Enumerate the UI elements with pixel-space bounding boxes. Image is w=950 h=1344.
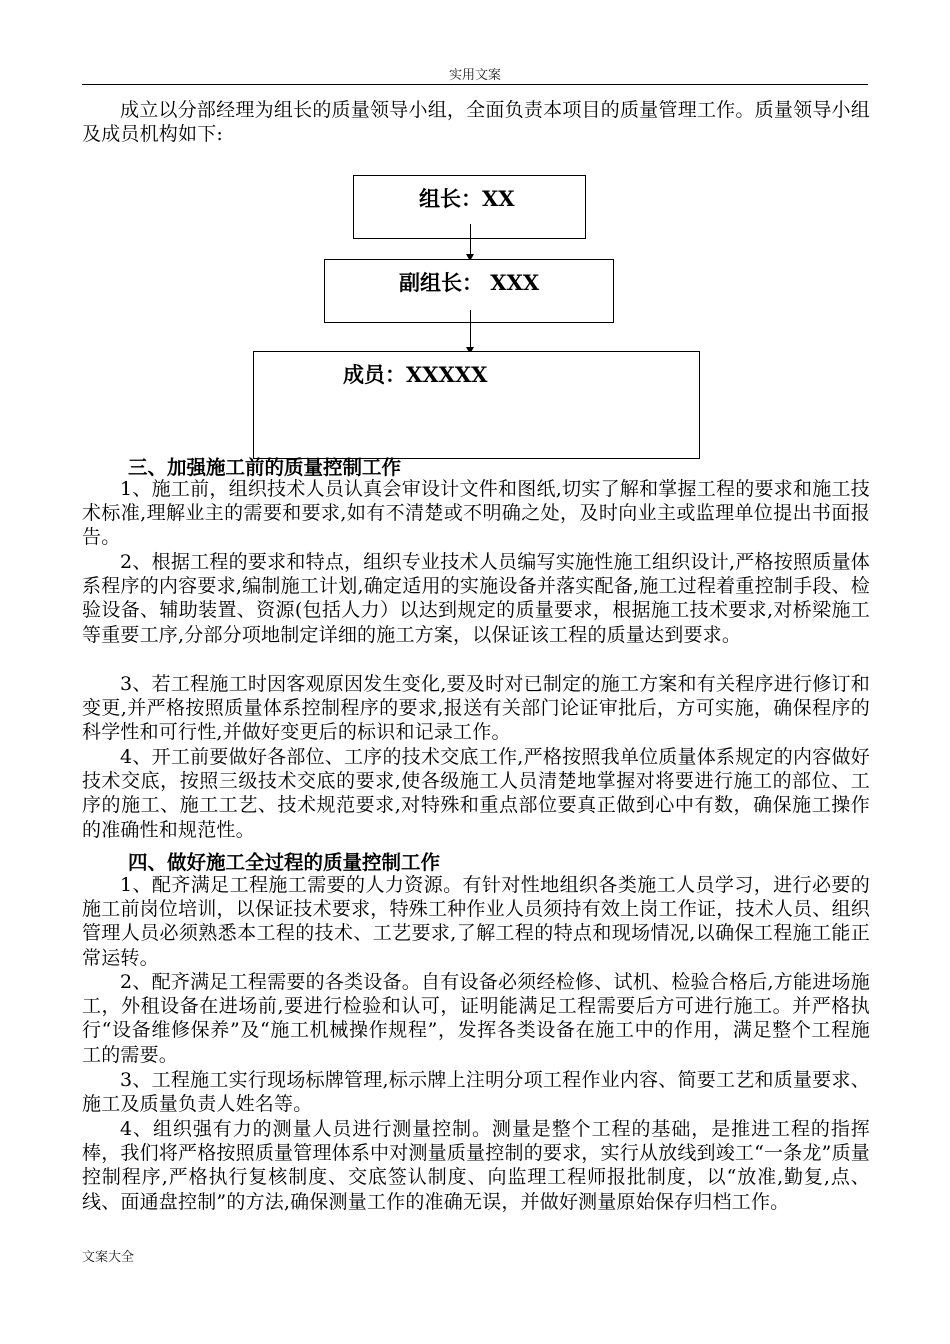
org-leader-label: 组长：XX (419, 186, 515, 211)
page-header-title: 实用文案 (448, 68, 501, 83)
section3-paragraph-3: 3、若工程施工时因客观原因发生变化,要及时对已制定的施工方案和有关程序进行修订和变更,并严格按照质量体系控制程序的要求,报送有关部门论证审批后，方可实施，确保程序的科学性和可行性,并做好变更后的标识和记录工作。 (82, 673, 870, 744)
section4-paragraph-2: 2、配齐满足工程需要的各类设备。自有设备必须经检修、试机、检验合格后,方能进场施工，外租设备在进场前,要进行检验和认可，证明能满足工程需要后方可进行施工。并严格执行“设备维修保养”及“施工机械操作规程”，发挥各类设备在施工中的作用，满足整个工程施工的需要。 (82, 971, 870, 1066)
section4-heading: 四、做好施工全过程的质量控制工作 (128, 851, 441, 874)
section3-paragraph-2: 2、根据工程的要求和特点，组织专业技术人员编写实施性施工组织设计,严格按照质量体系程序的内容要求,编制施工计划,确定适用的实施设备并落实配备,施工过程着重控制手段、检验设备、辅助装置、资源(包括人力）以达到规定的质量要求，根据施工技术要求,对桥梁施工等重要工序,分部分项地制定详细的施工方案，以保证该工程的质量达到要求。 (82, 551, 870, 646)
section4-paragraph-1: 1、配齐满足工程施工需要的人力资源。有针对性地组织各类施工人员学习，进行必要的施工前岗位培训，以保证技术要求，特殊工种作业人员须持有效上岗工作证，技术人员、组织管理人员必须熟悉本工程的技术、工艺要求,了解工程的特点和现场情况,以确保工程施工能正常运转。 (82, 874, 870, 969)
section3-heading: 三、加强施工前的质量控制工作 (128, 456, 402, 479)
section3-paragraph-4: 4、开工前要做好各部位、工序的技术交底工作,严格按照我单位质量体系规定的内容做好技术交底，按照三级技术交底的要求,使各级施工人员清楚地掌握对将要进行施工的部位、工序的施工、施工工艺、技术规范要求,对特殊和重点部位要真正做到心中有数，确保施工操作的准确性和规范性。 (82, 746, 870, 841)
section4-paragraph-3: 3、工程施工实行现场标牌管理,标示牌上注明分项工程作业内容、简要工艺和质量要求、施工及质量负责人姓名等。 (82, 1069, 870, 1116)
org-arrow-line-2 (470, 310, 471, 347)
section3-paragraph-1: 1、施工前，组织技术人员认真会审设计文件和图纸,切实了解和掌握工程的要求和施工技术标准,理解业主的需要和要求,如有不清楚或不明确之处，及时向业主或监理单位提出书面报告。 (82, 478, 870, 549)
org-arrow-line-1 (470, 224, 471, 254)
intro-paragraph: 成立以分部经理为组长的质量领导小组，全面负责本项目的质量管理工作。质量领导小组及成员机构如下: (82, 99, 870, 146)
page-footer-text: 文案大全 (82, 1250, 135, 1265)
org-members-label: 成员：XXXXX (343, 362, 488, 387)
section4-paragraph-4: 4、组织强有力的测量人员进行测量控制。测量是整个工程的基础，是推进工程的指挥棒，我们将严格按照质量管理体系中对测量质量控制的要求，实行从放线到竣工“一条龙”质量控制程序,严格执行复核制度、交底签认制度、向监理工程师报批制度，以“放准,勤复,点、线、面通盘控制”的方法,确保测量工作的准确无误，并做好测量原始保存归档工作。 (82, 1118, 870, 1213)
org-deputy-label: 副组长： XXX (399, 270, 540, 295)
header-divider (82, 84, 868, 85)
